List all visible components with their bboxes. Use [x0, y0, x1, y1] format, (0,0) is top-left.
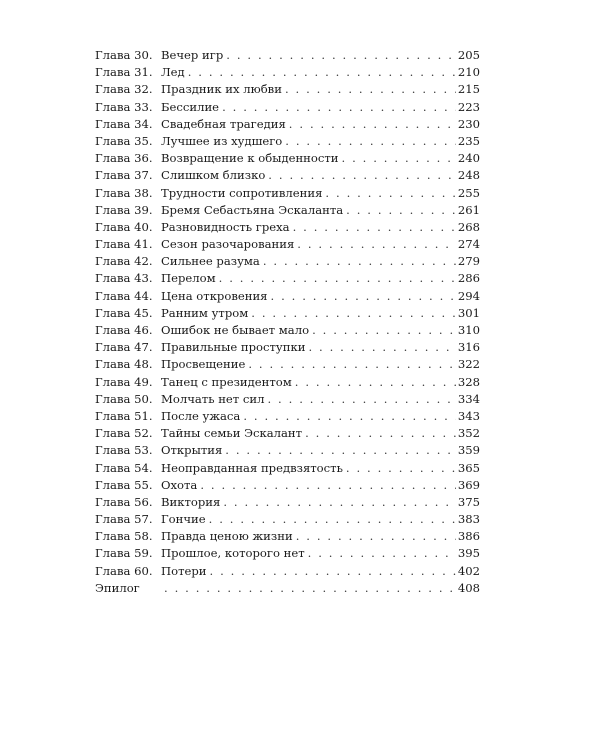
page-number: 328: [457, 374, 480, 389]
page-number: 210: [457, 65, 480, 80]
toc-entry[interactable]: [95, 545, 480, 562]
chapter-title: Охота: [161, 477, 198, 492]
chapter-label: Глава 42.: [95, 254, 153, 269]
toc-entry-epilog[interactable]: [95, 580, 480, 597]
chapter-title: Свадебная трагедия: [161, 116, 286, 131]
chapter-label: Глава 46.: [95, 323, 153, 337]
toc-entry[interactable]: [95, 460, 480, 477]
chapter-label: Глава 47.: [95, 340, 153, 355]
chapter-label: Глава 53.: [95, 443, 153, 458]
toc-entry[interactable]: [95, 288, 480, 305]
chapter-label: Глава 39.: [95, 202, 153, 217]
chapter-label: Глава 52.: [95, 426, 153, 441]
toc-entry[interactable]: [95, 442, 480, 459]
leader-dots: [296, 528, 456, 545]
toc-entry[interactable]: [95, 253, 480, 270]
page-number: 322: [457, 357, 480, 372]
page-number: 248: [457, 168, 480, 183]
toc-entry[interactable]: [95, 185, 480, 202]
page-number: 215: [457, 82, 480, 97]
toc-entry[interactable]: [95, 64, 480, 81]
toc-entry[interactable]: [95, 511, 480, 528]
table-of-contents: [95, 47, 480, 597]
leader-dots: [308, 545, 456, 562]
chapter-title: Просвещение: [161, 357, 246, 372]
page-number: 316: [457, 340, 480, 355]
leader-dots: [267, 391, 455, 408]
chapter-title: Потери: [161, 563, 207, 578]
toc-entry[interactable]: [95, 150, 480, 167]
toc-entry[interactable]: [95, 391, 480, 408]
chapter-title: После ужаса: [161, 408, 241, 423]
chapter-label: Глава 32.: [95, 82, 153, 97]
epilog-label: Эпилог: [95, 580, 140, 595]
toc-entry[interactable]: [95, 322, 480, 339]
chapter-label: Глава 49.: [95, 374, 153, 389]
leader-dots: [271, 288, 456, 305]
leader-dots: [251, 305, 456, 322]
leader-dots: [225, 442, 456, 459]
chapter-label: Глава 43.: [95, 271, 153, 286]
page-number: 402: [457, 563, 480, 578]
chapter-label: Глава 45.: [95, 305, 153, 320]
toc-entry[interactable]: [95, 339, 480, 356]
toc-entry[interactable]: [95, 305, 480, 322]
page-number: 343: [457, 408, 480, 423]
chapter-title: Правильные проступки: [161, 340, 306, 355]
page-number: 369: [457, 477, 480, 492]
leader-dots: [200, 477, 456, 494]
chapter-title: Сильнее разума: [161, 254, 260, 269]
toc-entry[interactable]: [95, 494, 480, 511]
toc-entry[interactable]: [95, 408, 480, 425]
page-number: 301: [457, 305, 480, 320]
leader-dots: [164, 580, 456, 597]
chapter-label: Глава 50.: [95, 391, 153, 406]
page-number: 268: [457, 219, 480, 234]
leader-dots: [295, 374, 456, 391]
chapter-title: Бессилие: [161, 99, 220, 114]
epilog-page-number: 408: [457, 580, 480, 595]
page-number: 383: [457, 512, 480, 527]
chapter-label: Глава 44.: [95, 288, 153, 303]
leader-dots: [210, 563, 456, 580]
leader-dots: [226, 47, 456, 64]
leader-dots: [188, 64, 456, 81]
leader-dots: [308, 339, 455, 356]
chapter-title: Ошибок не бывает мало: [161, 323, 310, 337]
toc-entry[interactable]: [95, 219, 480, 236]
chapter-label: Глава 51.: [95, 408, 153, 423]
toc-entry[interactable]: [95, 47, 480, 64]
page-number: 235: [457, 133, 480, 148]
chapter-title: Лед: [161, 65, 185, 80]
leader-dots: [263, 253, 456, 270]
leader-dots: [285, 81, 456, 98]
chapter-title: Разновидность греха: [161, 219, 290, 234]
chapter-label: Глава 57.: [95, 512, 153, 527]
toc-entry[interactable]: [95, 167, 480, 184]
toc-entry[interactable]: [95, 425, 480, 442]
page-number: 359: [457, 443, 480, 458]
chapter-label: Глава 38.: [95, 185, 153, 200]
chapter-label: Глава 48.: [95, 357, 153, 372]
page-number: 386: [457, 529, 480, 544]
toc-entry[interactable]: [95, 477, 480, 494]
leader-dots: [325, 185, 455, 202]
leader-dots: [223, 494, 456, 511]
chapter-label: Глава 37.: [95, 168, 153, 183]
toc-entry[interactable]: [95, 356, 480, 373]
chapter-title: Сезон разочарования: [161, 237, 295, 252]
page-number: 240: [457, 151, 480, 166]
page-number: 230: [457, 116, 480, 131]
page-number: 294: [457, 288, 480, 303]
chapter-label: Глава 56.: [95, 494, 153, 509]
page-number: 279: [457, 254, 480, 269]
toc-entry[interactable]: [95, 563, 480, 580]
chapter-title: Слишком близко: [161, 168, 266, 183]
toc-entry[interactable]: [95, 270, 480, 287]
toc-entry[interactable]: [95, 202, 480, 219]
chapter-title: Бремя Себастьяна Эскаланта: [161, 202, 344, 217]
leader-dots: [289, 116, 456, 133]
page-number: 310: [457, 323, 480, 337]
leader-dots: [346, 460, 456, 477]
leader-dots: [248, 356, 456, 373]
page-number: 255: [457, 185, 480, 200]
chapter-title: Неоправданная предвзятость: [161, 460, 343, 475]
chapter-title: Молчать нет сил: [161, 391, 265, 406]
chapter-label: Глава 30.: [95, 48, 153, 62]
page-number: 375: [457, 494, 480, 509]
toc-entry[interactable]: [95, 374, 480, 391]
page-number: 274: [457, 237, 480, 252]
leader-dots: [342, 150, 456, 167]
leader-dots: [243, 408, 456, 425]
toc-entry[interactable]: [95, 99, 480, 116]
chapter-title: Лучшее из худшего: [161, 133, 283, 148]
chapter-label: Глава 41.: [95, 237, 153, 252]
page-number: 395: [457, 546, 480, 561]
leader-dots: [209, 511, 456, 528]
leader-dots: [346, 202, 456, 219]
chapter-label: Глава 40.: [95, 219, 153, 234]
chapter-label: Глава 60.: [95, 563, 153, 578]
leader-dots: [293, 219, 456, 236]
leader-dots: [268, 167, 456, 184]
chapter-title: Танец с президентом: [161, 374, 292, 389]
chapter-label: Глава 54.: [95, 460, 153, 475]
chapter-title: Трудности сопротивления: [161, 185, 323, 200]
chapter-title: Правда ценою жизни: [161, 529, 293, 544]
toc-entry[interactable]: [95, 133, 480, 150]
leader-dots: [219, 270, 456, 287]
chapter-title: Цена откровения: [161, 288, 268, 303]
chapter-title: Ранним утром: [161, 305, 249, 320]
chapter-label: Глава 55.: [95, 477, 153, 492]
leader-dots: [305, 425, 456, 442]
chapter-title: Вечер игр: [161, 48, 224, 62]
chapter-title: Возвращение к обыденности: [161, 151, 339, 166]
chapter-label: Глава 34.: [95, 116, 153, 131]
leader-dots: [222, 99, 456, 116]
chapter-title: Виктория: [161, 494, 221, 509]
toc-entry[interactable]: [95, 528, 480, 545]
chapter-label: Глава 59.: [95, 546, 153, 561]
page-number: 352: [457, 426, 480, 441]
page-number: 365: [457, 460, 480, 475]
chapter-title: Праздник их любви: [161, 82, 282, 97]
chapter-title: Прошлое, которого нет: [161, 546, 305, 561]
chapter-title: Тайны семьи Эскалант: [161, 426, 303, 441]
chapter-label: Глава 31.: [95, 65, 153, 80]
chapter-label: Глава 36.: [95, 151, 153, 166]
toc-entry[interactable]: [95, 116, 480, 133]
chapter-title: Открытия: [161, 443, 223, 458]
chapter-label: Глава 58.: [95, 529, 153, 544]
leader-dots: [297, 236, 456, 253]
chapter-label: Глава 33.: [95, 99, 153, 114]
page-number: 205: [457, 48, 480, 62]
chapter-title: Гончие: [161, 512, 206, 527]
chapter-title: Перелом: [161, 271, 216, 286]
page-number: 334: [457, 391, 480, 406]
leader-dots: [285, 133, 456, 150]
chapter-label: Глава 35.: [95, 133, 153, 148]
page-number: 223: [457, 99, 480, 114]
page-number: 261: [457, 202, 480, 217]
page-number: 286: [457, 271, 480, 286]
toc-entry[interactable]: [95, 81, 480, 98]
leader-dots: [312, 322, 456, 339]
toc-entry[interactable]: [95, 236, 480, 253]
